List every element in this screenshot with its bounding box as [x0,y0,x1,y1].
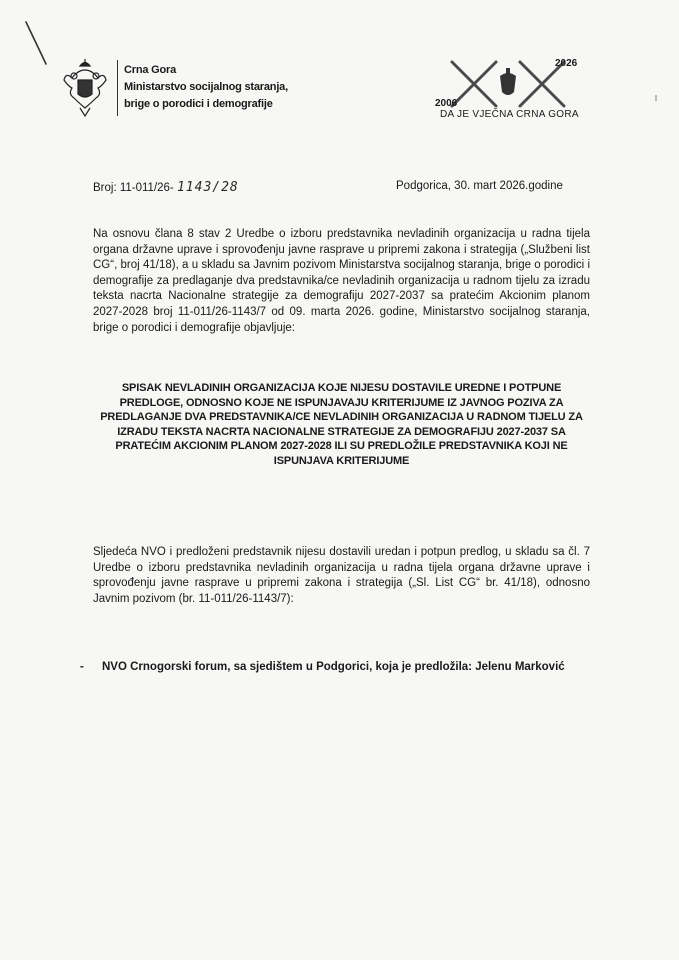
scan-speck [655,95,657,101]
intro-paragraph: Na osnovu člana 8 stav 2 Uredbe o izboru predstavnika nevladinih organizacija u radna tijela organa državne uprave i sprovođenju javne rasprave u pripremi zakona i strategija („Službeni list CG“, broj 41/18), a u skladu sa Javnim pozivom Ministarstva socijalnog staranja, brige o porodici i demografije za predlaganje dva predstavnika/ce nevladinih organizacija u radnom tijelu za izradu teksta nacrta Nacionalne strategije za demografiju 2027-2037 sa pratećim Akcionim planom 2027-2028 broj 11-011/26-1143/7 od 09. marta 2026. godine, Ministarstvo socijalnog staranja, brige o porodici i demografije objavljuje: [93,228,590,334]
letterhead-divider [117,60,118,116]
place-and-date: Podgorica, 30. mart 2026.godine [396,180,563,192]
jubilee-year-end: 2026 [555,58,578,69]
letterhead [62,58,622,128]
document-number-label: Broj: 11-011/26- [93,182,174,194]
list-item-text: NVO Crnogorski forum, sa sjedištem u Podgorici, koja je predložila: Jelenu Marković [102,661,565,673]
org-line-country: Crna Gora [124,64,176,76]
list-bullet: - [80,661,84,673]
org-line-ministry: Ministarstvo socijalnog staranja, [124,81,288,93]
coat-of-arms-icon [62,58,108,118]
org-line-ministry-cont: brige o porodici i demografije [124,98,273,110]
jubilee-caption: DA JE VJEČNA CRNA GORA [440,109,579,120]
scan-pen-mark [22,18,52,68]
document-number [93,180,239,195]
second-paragraph: Sljedeća NVO i predloženi predstavnik nijesu dostavili uredan i potpun predlog, u skladu sa čl. 7 Uredbe o izboru predstavnika nevladinih organizacija u radna tijela organa državne uprave i sprovođenju javne rasprave u pripremi zakona i strategija („Sl. List CG“ br. 41/18), odnosno Javnim pozivom (br. 11-011/26-1143/7): [93,546,590,605]
jubilee-year-start: 2006 [435,98,458,109]
handwritten-number: 1143/28 [176,180,239,195]
document-title: SPISAK NEVLADINIH ORGANIZACIJA KOJE NIJESU DOSTAVILE UREDNE I POTPUNE PREDLOGE, ODNOSNO KOJE NE ISPUNJAVAJU KRITERIJUME IZ JAVNOG POZIVA ZA PREDLAGANJE DVA PREDSTAVNIKA/CE NEVLADINIH ORGANIZACIJA U RADNOM TIJELU ZA IZRADU TEKSTA NACRTA NACIONALNE STRATEGIJE ZA DEMOGRAFIJU 2027-2037 SA PRATEĆIM AKCIONIM PLANOM 2027-2028 ILI SU PREDLOŽILE PREDSTAVNIKA KOJI NE ISPUNJAVA KRITERIJUME [100,382,583,467]
ministry-name [124,62,288,113]
